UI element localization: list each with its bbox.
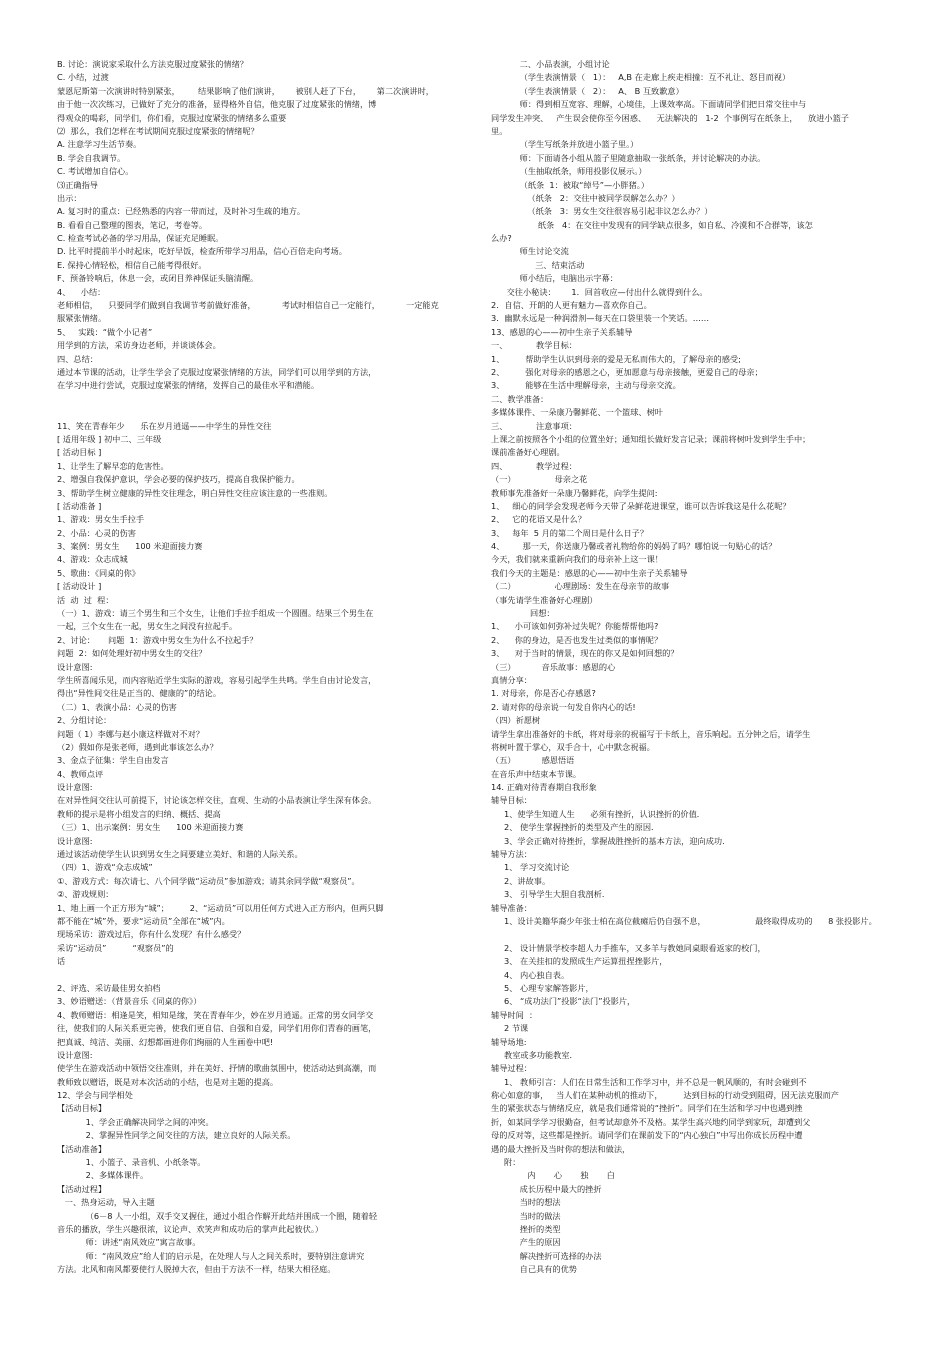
- right-text-line: 辅导时间 ：: [491, 1009, 538, 1020]
- right-text-line: 一、 教学目标：: [491, 340, 577, 351]
- left-text-line: 设计意图:: [57, 782, 93, 793]
- left-text-line: 得出“异性间交往是正当的、健康的”的结论。: [57, 688, 222, 699]
- left-text-line: ⑵ 那么，我们怎样在考试期间克服过度紧张的情绪呢？: [57, 125, 259, 136]
- left-text-line: 蒙恩尼斯第一次演讲时特别紧张， 结果影响了他们演讲， 被别人赶了下台， 第二次演讲时，: [57, 85, 434, 96]
- left-text-line: 2、评选、采访最佳男女拍档: [57, 982, 161, 993]
- left-text-line: 【活动过程】: [57, 1183, 107, 1194]
- right-text-line: （一） 母亲之花: [491, 474, 588, 485]
- left-column: [57, 58, 440, 1277]
- right-text-line: 母的反对等，这些都是挫折。请同学们在课前发下的“内心独白”中写出你成长历程中遭: [491, 1130, 803, 1141]
- left-text-line: 3、帮助学生树立健康的异性交往理念，明白异性交往应该注意的一些准则。: [57, 487, 333, 498]
- right-text-line: 3、 对于当时的情景，现在的你又是如何回想的？: [491, 648, 679, 659]
- right-text-line: 14. 正确对待青春期自我形象: [491, 782, 597, 793]
- left-text-line: C. 检查考试必备的学习用品，保证充足睡眠。: [57, 233, 224, 244]
- left-text-line: 设计意图:: [57, 835, 93, 846]
- left-text-line: 由于他一次次练习，已做好了充分的准备，显得格外自信，他克服了过度紧张的情绪，博: [57, 99, 377, 110]
- left-text-line: 2、掌握异性同学之间交往的方法，建立良好的人际关系。: [57, 1130, 296, 1141]
- left-text-line: 出示：: [57, 192, 82, 203]
- right-text-line: 生的紧张状态与情绪反应，就是我们通常说的“挫折”。同学们在生活和学习中也遇到挫: [491, 1103, 803, 1114]
- right-text-line: （生抽取纸条，师用投影仪展示。）: [491, 166, 647, 177]
- left-text-line: 教师致以赠语，既是对本次活动的小结，也是对主题的提高。: [57, 1076, 279, 1087]
- left-text-line: 一、热身运动，导入主题: [57, 1197, 155, 1208]
- left-text-line: （三）1、出示案例：男女生 100 米迎面接力赛: [57, 822, 244, 833]
- left-text-line: 4、 小结：: [57, 286, 106, 297]
- left-text-line: 话: [57, 956, 66, 967]
- left-text-line: A. 复习时的重点：已经熟悉的内容一带而过，及时补习生疏的地方。: [57, 206, 306, 217]
- left-text-line: 4、教师赠语：相逢是笑，相知是缘，笑在青春年少，妙在岁月逍遥。正常的男女同学交: [57, 1009, 374, 1020]
- right-text-line: 四、 教学过程：: [491, 460, 577, 471]
- right-text-line: 挫折的类型: [491, 1223, 561, 1234]
- right-text-line: 交往小秘诀： 1．回首收应—付出什么就得到什么。: [491, 286, 708, 297]
- left-text-line: 活 动 过 程：: [57, 594, 114, 605]
- right-text-line: 1、 学习交流讨论: [491, 862, 570, 873]
- left-text-line: 4、教师点评: [57, 768, 104, 779]
- right-text-line: 么办?: [491, 233, 512, 244]
- left-text-line: 师：“南风效应”给人们的启示是，在处理人与人之间关系时，要特别注意讲究: [57, 1250, 365, 1261]
- left-text-line: B. 讨论：演说家采取什么方法克服过度紧张的情绪？: [57, 59, 248, 69]
- right-text-line: （三） 音乐故事：感恩的心: [491, 661, 616, 672]
- right-text-line: 辅导准备：: [491, 902, 532, 913]
- right-text-line: 2、 使学生掌握挫折的类型及产生的原因．: [491, 822, 660, 833]
- right-text-line: 课前准备好心理剧。: [491, 447, 565, 458]
- right-text-line: 3、 能够在生活中理解母亲，主动与母亲交流。: [491, 380, 681, 391]
- left-text-line: 12、学会与同学相处: [57, 1090, 133, 1101]
- left-text-line: B. 看看自己整理的图表，笔记，考卷等。: [57, 219, 208, 230]
- right-text-line: 辅导方法：: [491, 849, 532, 860]
- right-text-line: 1、 帮助学生认识到母亲的爱是无私而伟大的，了解母亲的感受;: [491, 353, 741, 364]
- right-text-line: （学生表演情景（ 2）： A、 B 互致歉意）: [491, 85, 684, 96]
- right-text-line: 3．幽默永远是一种润滑剂—每天在口袋里装一个笑话。……: [491, 313, 710, 324]
- right-text-line: 上课之前按照各个小组的位置坐好；通知组长做好发言记录；课前将树叶发到学生手中；: [491, 433, 811, 444]
- right-text-line: 辅导目标：: [491, 795, 532, 806]
- right-text-line: （学生表演情景（ 1）： A,B 在走廊上疾走相撞：互不礼让、怒目而视）: [491, 72, 791, 83]
- right-text-line: 当时的想法: [491, 1197, 561, 1208]
- right-text-line: 1、 小可该如何弥补过失呢？你能帮帮他吗?: [491, 621, 659, 632]
- left-text-line: 设计意图:: [57, 1049, 93, 1060]
- right-text-line: 在音乐声中结束本节课。: [491, 768, 582, 779]
- left-text-line: 3、妙语赠送：（背景音乐《同桌的你》）: [57, 996, 202, 1007]
- left-text-line: D. 比平时提前半小时起床，吃好早饭，检查所带学习用品，信心百倍走向考场。: [57, 246, 347, 257]
- left-text-line: 学生所喜闻乐见，而内容贴近学生实际的游戏，容易引起学生共鸣。学生自由讨论发言，: [57, 674, 377, 685]
- left-text-line: 在对异性间交往认可前提下，讨论该怎样交往，直观、生动的小品表演让学生深有体会。: [57, 795, 377, 806]
- right-text-line: 多媒体课件、一朵康乃馨鲜花、一个篮球、树叶: [491, 407, 663, 418]
- left-text-line: 通过该活动使学生认识到男女生之间要建立美好、和谐的人际关系。: [57, 849, 303, 860]
- right-text-line: 附：: [491, 1157, 521, 1168]
- left-text-line: 师：讲述“南风效应”寓言故事。: [57, 1237, 201, 1248]
- right-text-line: 师：得到相互宽容、理解，心境佳，上课效率高。下面请同学们把日常交往中与: [491, 99, 807, 110]
- left-text-line: 得观众的喝彩，同学们，你们看，克服过度紧张的情绪多么重要: [57, 112, 287, 123]
- right-text-line: 辅导场地:: [491, 1036, 527, 1047]
- right-text-line: 将树叶置于掌心，双手合十，心中默念祝福。: [491, 741, 655, 752]
- left-text-line: 通过本节课的活动，让学生学会了克服过度紧张情绪的方法，同学们可以用学到的方法，: [57, 366, 377, 377]
- right-column: [491, 58, 893, 1277]
- right-text-line: 同学发生冲突、 产生误会使你至今困惑、 无法解决的 1-2 个事例写在纸条上， 放进小篮子: [491, 112, 849, 123]
- left-text-line: （四）1、游戏“众志成城”: [57, 862, 153, 873]
- left-text-line: ⑶正确指导: [57, 179, 98, 190]
- left-text-line: 设计意图:: [57, 661, 93, 672]
- right-text-line: 2、 设计情景学校李超人力手推车，又多羊与教她同桌眼看返家的校门，: [491, 942, 766, 953]
- left-text-line: （一）1、游戏：请三个男生和三个女生，让他们手拉手组成一个圆圈。结果三个男生在: [57, 608, 374, 619]
- right-text-line: （纸条 2：交往中被同学误解怎么办？）: [491, 192, 680, 203]
- left-text-line: 2、小品：心灵的伤害: [57, 527, 136, 538]
- left-text-line: 2、增强自我保护意识，学会必要的保护技巧，提高自我保护能力。: [57, 474, 300, 485]
- left-text-line: 一起，三个女生在一起，男女生之间没有拉起手。: [57, 621, 238, 632]
- right-text-line: 师：下面请各小组从篮子里随意抽取一张纸条，并讨论解决的办法。: [491, 152, 766, 163]
- right-text-line: 真情分享：: [491, 674, 532, 685]
- right-text-line: 当时的做法: [491, 1210, 561, 1221]
- right-text-line: 辅导过程：: [491, 1063, 532, 1074]
- right-text-line: 我们今天的主题是：感恩的心——初中生亲子关系辅导: [491, 567, 688, 578]
- left-text-line: F、预备铃响后，休息一会，或闭目养神保证头脑清醒。: [57, 273, 259, 284]
- right-text-line: 折，如某同学学习很勤奋，但考试却意外不及格。某学生高兴地约同学到家玩，却遭到父: [491, 1116, 811, 1127]
- left-text-line: B. 学会自我调节。: [57, 152, 126, 163]
- right-text-line: （二） 心理剧场：发生在母亲节的故事: [491, 581, 670, 592]
- left-text-line: 问题（ 1）李娜与赵小康这样做对不对？: [57, 728, 204, 739]
- right-text-line: 4、 那一天，你送康乃馨或者礼物给你的妈妈了吗？哪怕说一句贴心的话？: [491, 541, 777, 552]
- left-text-line: （二）1、表演小品：心灵的伤害: [57, 701, 177, 712]
- right-text-line: 称心如意的事， 当人们在某种动机的推动下， 达到目标的行动受到阻碍，因无法克服而产: [491, 1090, 839, 1101]
- right-text-line: 教师事先准备好一朵康乃馨鲜花，向学生提问:: [491, 487, 658, 498]
- left-text-line: [57, 969, 440, 982]
- left-text-line: （6－8 人一小组，双手交叉握住，通过小组合作解开此结并围成一个圈，随着轻: [57, 1210, 378, 1221]
- left-text-line: 用学到的方法，采访身边老师，并谈谈体会。: [57, 340, 221, 351]
- left-text-line: 1、让学生了解早恋的危害性。: [57, 460, 169, 471]
- right-text-line: 4、 内心独自表。: [491, 969, 570, 980]
- left-text-line: 服紧张情绪。: [57, 313, 107, 324]
- left-text-line: 3、案例：男女生 100 米迎面接力赛: [57, 541, 203, 552]
- right-text-line: （纸条 3：男女生交往很容易引起非议怎么办？）: [491, 206, 713, 217]
- left-text-line: （2）假如你是张老师，遇到此事该怎么办？: [57, 741, 218, 752]
- left-text-line: 把真诚、纯洁、美丽、幻想都画进你们绚丽的人生画卷中吧!: [57, 1036, 274, 1047]
- left-text-line: A. 注意学习生活节奏。: [57, 139, 142, 150]
- left-text-line: 往，使我们的人际关系更完善，使我们更自信、自强和自爱，同学们用你们青春的画笔，: [57, 1023, 377, 1034]
- left-text-line: 使学生在游戏活动中领悟交往准则，并在美好、抒情的歌曲氛围中，使活动达到高潮，而: [57, 1063, 377, 1074]
- left-text-line: C. 考试增加自信心。: [57, 166, 134, 177]
- right-text-line: 3、 引导学生大胆自我剖析．: [491, 889, 611, 900]
- left-text-line: 1、小篮子、录音机、小纸条等。: [57, 1157, 206, 1168]
- right-text-line: 里。: [491, 125, 508, 136]
- left-text-line: 4、游戏：众志成城: [57, 554, 128, 565]
- right-text-line: 1、 教师引言：人们在日常生活和工作学习中，并不总是一帆风顺的，有时会碰到不: [491, 1076, 807, 1087]
- left-text-line: 方法。北风和南风都要使行人脱掉大衣，但由于方法不一样，结果大相径庭。: [57, 1264, 336, 1275]
- left-text-line: 采访“运动员” “观察员”的: [57, 942, 174, 953]
- right-text-line: 今天，我们就来重新向我们的母亲补上这一课！: [491, 554, 663, 565]
- right-text-line: 回想：: [491, 608, 555, 619]
- right-text-line: （四）祈愿树: [491, 715, 541, 726]
- left-text-line: [57, 406, 440, 419]
- left-text-line: [57, 393, 440, 406]
- right-text-line: 2、讲故事。: [491, 875, 551, 886]
- left-text-line: 老师相信， 只要同学们做到自我调节考前做好准备， 考试时相信自己一定能行， 一定能克: [57, 300, 439, 311]
- left-text-line: [ 适用年级 ] 初中二、三年级: [57, 433, 162, 444]
- right-text-line: 3、学会正确对待挫折，掌握战胜挫折的基本方法，迎向成功．: [491, 835, 731, 846]
- left-text-line: 5、歌曲：《同桌的你》: [57, 567, 140, 578]
- right-text-line: 二、教学准备：: [491, 393, 549, 404]
- right-text-line: 内 心 独 白: [491, 1170, 615, 1181]
- right-text-line: 师生讨论交流: [491, 246, 569, 257]
- left-text-line: ②、游戏规则：: [57, 889, 114, 900]
- right-text-line: 2 节课: [491, 1023, 529, 1034]
- left-text-line: ①、游戏方式：每次请七、八个同学做“运动员”参加游戏；请其余同学做“观察员”。: [57, 875, 360, 886]
- right-text-line: 成长历程中最大的挫折: [491, 1183, 602, 1194]
- left-text-line: 3、金点子征集：学生自由发言: [57, 755, 169, 766]
- left-text-line: [ 活动准备 ]: [57, 500, 102, 511]
- right-text-line: 二、小品表演，小组讨论: [491, 59, 610, 69]
- right-text-line: 产生的原因: [491, 1237, 561, 1248]
- right-text-line: [491, 928, 893, 941]
- right-text-line: 纸条 4：在交往中发现有的同学缺点很多，如自私、冷漠和不合群等，该怎: [491, 219, 813, 230]
- left-text-line: 2、分组讨论：: [57, 715, 112, 726]
- right-text-line: （五） 感恩悟语: [491, 755, 575, 766]
- left-text-line: 现场采访：游戏过后，你有什么发现？有什么感受？: [57, 929, 246, 940]
- right-text-line: 2．自信、开朗的人更有魅力—喜欢你自己。: [491, 300, 652, 311]
- right-text-line: （事先请学生准备好心理剧）: [491, 594, 598, 605]
- left-text-line: 5、 实践：“做个小记者”: [57, 326, 153, 337]
- left-text-line: 在学习中进行尝试，克服过度紧张的情绪，发挥自己的最佳水平和潜能。: [57, 380, 320, 391]
- left-text-line: 2、讨论： 问题 1：游戏中男女生为什么不拉起手？: [57, 634, 258, 645]
- right-text-line: 3、 每年 5 月的第二个周日是什么日子？: [491, 527, 649, 538]
- right-text-line: 1、使学生知道人生 必须有挫折，认识挫折的价值．: [491, 808, 705, 819]
- right-text-line: 2、 它的花语又是什么？: [491, 514, 586, 525]
- left-text-line: [ 活动设计 ]: [57, 581, 102, 592]
- left-text-line: 问题 2：如何处理好初中男女生的交往？: [57, 648, 207, 659]
- right-text-line: 三、结束活动: [491, 259, 585, 270]
- left-text-line: 2、多媒体课件。: [57, 1170, 149, 1181]
- right-text-line: 3、 在关挂扣的发照成生产运算扭捏挫影片，: [491, 956, 668, 967]
- right-text-line: 自己具有的优势: [491, 1264, 577, 1275]
- left-text-line: 1、游戏：男女生手拉手: [57, 514, 145, 525]
- right-text-line: 2、 你的身边，是否也发生过类似的事情呢？: [491, 634, 663, 645]
- right-text-line: 1. 对母亲，你是否心存感恩?: [491, 688, 596, 699]
- right-text-line: 6、 “成功法门”投影“法门”投影片，: [491, 996, 636, 1007]
- left-text-line: 音乐的播放，学生兴趣很浓，议论声、欢笑声和成功后的掌声此起彼伏。）: [57, 1223, 324, 1234]
- right-text-line: 请学生拿出准备好的卡纸，将对母亲的祝福写于卡纸上，音乐响起。五分钟之后，请学生: [491, 728, 811, 739]
- left-text-line: 都不能在“城”外，要求“运动员”全部在“城”内。: [57, 916, 230, 926]
- left-text-line: C. 小结，过渡: [57, 72, 109, 83]
- right-text-line: 13、感恩的心——初中生亲子关系辅导: [491, 326, 633, 337]
- left-text-line: 【活动准备】: [57, 1143, 107, 1154]
- left-text-line: E. 保持心情轻松，相信自己能考得很好。: [57, 259, 207, 270]
- left-text-line: 【活动目标】: [57, 1103, 107, 1114]
- left-text-line: 1、地上画一个正方形为“城”； 2、“运动员”可以用任何方式进入正方形内，但两只脚: [57, 902, 384, 913]
- left-text-line: 四、总结：: [57, 353, 98, 364]
- right-text-line: 遇的最大挫折及当时你的想法和做法，: [491, 1143, 631, 1154]
- right-text-line: 2. 请对你的母亲说一句发自你内心的话!: [491, 701, 636, 712]
- right-text-line: 解决挫折可选择的办法: [491, 1250, 602, 1261]
- left-text-line: [ 活动目标 ]: [57, 447, 102, 458]
- left-text-line: 教师的提示是将小组发言的归纳、概括、提高: [57, 808, 221, 819]
- right-text-line: 教室或多功能教室．: [491, 1049, 578, 1060]
- left-text-line: 1、学会正确解决同学之间的冲突。: [57, 1116, 214, 1127]
- right-text-line: （学生写纸条并放进小篮子里。）: [491, 139, 639, 150]
- right-text-line: 师小结后，电脑出示字幕：: [491, 273, 618, 284]
- right-text-line: 5、 心理专家解答影片，: [491, 982, 594, 993]
- right-text-line: （纸条 1：被取“绰号”—小胖猪。）: [491, 179, 650, 190]
- right-text-line: 1、设计美籍华裔少年张士柏在高位截瘫后仍自强不息， 最终取得成功的 8 张投影片。: [491, 916, 877, 926]
- right-text-line: 1、 细心的同学会发现老师今天带了朵鲜花进课堂，谁可以告诉我这是什么花呢？: [491, 500, 791, 511]
- left-text-line: 11、笑在青春年少 乐在岁月逍遥——中学生的异性交往: [57, 420, 272, 431]
- right-text-line: 2、 强化对母亲的感恩之心，更加愿意与母亲接触，更爱自己的母亲；: [491, 366, 763, 377]
- right-text-line: 三、 注意事项：: [491, 420, 577, 431]
